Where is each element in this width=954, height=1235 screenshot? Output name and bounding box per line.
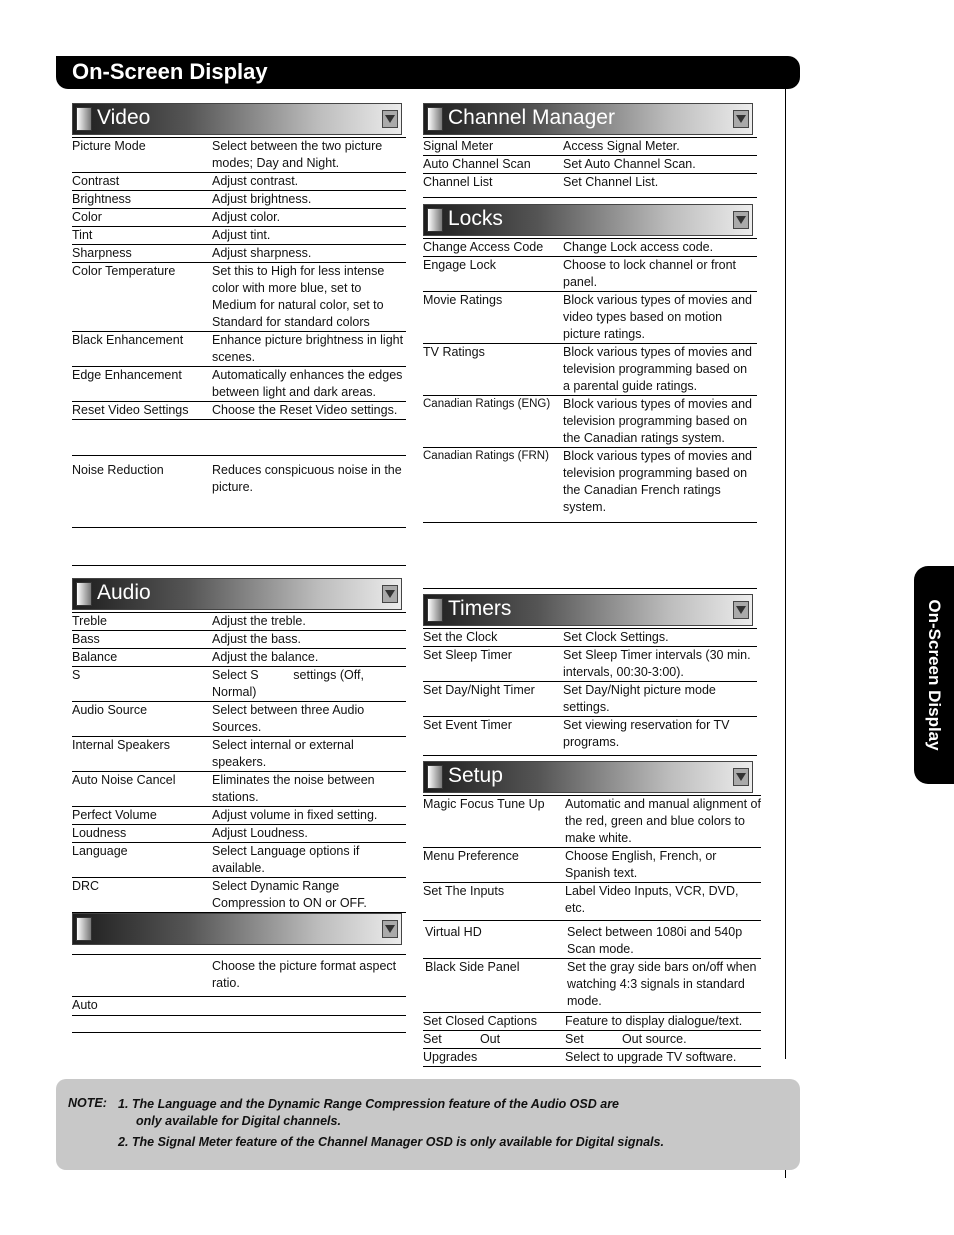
item-desc: Select to upgrade TV software. bbox=[565, 1050, 737, 1064]
item-name bbox=[72, 528, 212, 566]
item-name: Language bbox=[72, 844, 128, 858]
table-row bbox=[423, 848, 761, 883]
setup-header[interactable] bbox=[423, 761, 753, 793]
item-desc: Reduces conspicuous noise in the picture. bbox=[212, 463, 402, 494]
timers-section bbox=[423, 588, 757, 756]
item-name: S bbox=[72, 668, 81, 682]
item-desc: Set Sleep Timer intervals (30 min. intervals, 00:30-3:00). bbox=[563, 648, 751, 679]
item-name: Black Side Panel bbox=[425, 960, 520, 974]
item-name: Bass bbox=[72, 632, 100, 646]
item-desc: Adjust color. bbox=[212, 210, 281, 224]
item-name bbox=[72, 420, 212, 456]
square-icon bbox=[427, 598, 443, 622]
item-desc: Choose the picture format aspect ratio. bbox=[212, 959, 397, 990]
item-desc: Automatically enhances the edges between light and dark areas. bbox=[212, 368, 403, 399]
table-row bbox=[72, 997, 406, 1016]
item-name: Tint bbox=[72, 228, 93, 242]
table-row bbox=[72, 209, 406, 227]
chevron-down-icon[interactable] bbox=[733, 110, 749, 128]
side-tab-label: On-Screen Display bbox=[925, 599, 944, 751]
item-name bbox=[72, 1016, 212, 1033]
table-row bbox=[72, 843, 406, 878]
item-name: Sharpness bbox=[72, 246, 132, 260]
vertical-rule bbox=[785, 89, 786, 1059]
item-desc: Choose English, French, or Spanish text. bbox=[565, 849, 717, 880]
item-desc: Label Video Inputs, VCR, DVD, etc. bbox=[565, 884, 739, 915]
audio-table bbox=[72, 613, 406, 913]
item-name: Set The Inputs bbox=[423, 884, 505, 898]
item-desc: Select Language options if available. bbox=[212, 844, 360, 875]
timers-title: Timers bbox=[448, 597, 512, 620]
item-name: Black Enhancement bbox=[72, 333, 184, 347]
table-row bbox=[423, 1049, 761, 1067]
table-row bbox=[72, 173, 406, 191]
video-title: Video bbox=[97, 106, 151, 129]
video-section bbox=[72, 103, 406, 566]
table-row bbox=[72, 191, 406, 209]
setup-table bbox=[423, 796, 761, 1067]
square-icon bbox=[76, 582, 92, 606]
item-name: Set Day/Night Timer bbox=[423, 683, 535, 697]
table-row bbox=[72, 332, 406, 367]
setup-title: Setup bbox=[448, 764, 503, 787]
table-row bbox=[423, 344, 757, 396]
item-desc: Set this to High for less intense color with more blue, set to Medium for natural color, set to Standard for standard colors bbox=[212, 264, 385, 329]
table-row bbox=[423, 717, 757, 756]
item-name bbox=[72, 958, 212, 997]
table-row bbox=[72, 878, 406, 913]
item-desc: Set Day/Night picture mode settings. bbox=[563, 683, 716, 714]
item-desc: Select S settings (Off, Normal) bbox=[212, 668, 399, 699]
table-row bbox=[72, 772, 406, 807]
item-desc: Adjust the treble. bbox=[212, 614, 306, 628]
item-desc: Set the gray side bars on/off when watching 4:3 signals in standard mode. bbox=[567, 960, 757, 1008]
item-name: Auto Channel Scan bbox=[423, 157, 531, 171]
page-title: On-Screen Display bbox=[72, 59, 268, 84]
note-item-1 bbox=[118, 1096, 619, 1130]
channel-manager-section bbox=[423, 103, 757, 198]
item-desc: Set viewing reservation for TV programs. bbox=[563, 718, 730, 749]
table-row bbox=[423, 257, 757, 292]
item-desc: Set Channel List. bbox=[563, 175, 659, 189]
table-row bbox=[72, 1016, 406, 1033]
table-row bbox=[423, 629, 757, 647]
item-name: Reset Video Settings bbox=[72, 403, 189, 417]
item-desc: Block various types of movies and television programming based on the Canadian French ratings system. bbox=[563, 449, 752, 514]
table-row bbox=[72, 420, 406, 456]
item-desc: Block various types of movies and television programming based on a parental guide ratings. bbox=[563, 345, 752, 393]
item-desc: Adjust Loudness. bbox=[212, 826, 308, 840]
item-desc: Select internal or external speakers. bbox=[212, 738, 354, 769]
item-name: Virtual HD bbox=[425, 925, 482, 939]
table-row bbox=[72, 807, 406, 825]
square-icon bbox=[76, 917, 92, 941]
note-box bbox=[56, 1079, 800, 1170]
note-label: NOTE: bbox=[68, 1096, 107, 1110]
item-desc: Adjust volume in fixed setting. bbox=[212, 808, 378, 822]
item-desc: Choose the Reset Video settings. bbox=[212, 403, 398, 417]
table-row bbox=[423, 138, 757, 156]
item-desc bbox=[212, 420, 406, 456]
table-row bbox=[423, 883, 761, 921]
item-name: Upgrades bbox=[423, 1050, 478, 1064]
timers-table bbox=[423, 629, 757, 756]
item-desc: Block various types of movies and video types based on motion picture ratings. bbox=[563, 293, 752, 341]
channel-manager-title: Channel Manager bbox=[448, 106, 615, 129]
table-row bbox=[423, 448, 757, 523]
table-row bbox=[423, 156, 757, 174]
item-desc: Automatic and manual alignment of the red, green and blue colors to make white. bbox=[565, 797, 761, 845]
item-name: Set Event Timer bbox=[423, 718, 512, 732]
table-row bbox=[72, 456, 406, 528]
item-name: Loudness bbox=[72, 826, 127, 840]
item-name: Channel List bbox=[423, 175, 493, 189]
chevron-down-icon[interactable] bbox=[733, 601, 749, 619]
table-row bbox=[423, 682, 757, 717]
item-desc: Select Dynamic Range Compression to ON or OFF. bbox=[212, 879, 367, 910]
chevron-down-icon[interactable] bbox=[733, 768, 749, 786]
item-name: Color bbox=[72, 210, 102, 224]
item-name: Picture Mode bbox=[72, 139, 146, 153]
table-row bbox=[72, 631, 406, 649]
item-name: Set Out bbox=[423, 1032, 501, 1046]
item-desc: Access Signal Meter. bbox=[563, 139, 680, 153]
item-name: Noise Reduction bbox=[72, 463, 164, 477]
note-item-2: 2. The Signal Meter feature of the Channel Manager OSD is only available for Digital signals. bbox=[118, 1135, 664, 1149]
item-name: TV Ratings bbox=[423, 345, 485, 359]
locks-table bbox=[423, 239, 757, 523]
item-desc: Adjust brightness. bbox=[212, 192, 312, 206]
item-desc: Set Clock Settings. bbox=[563, 630, 669, 644]
square-icon bbox=[427, 107, 443, 131]
item-desc: Choose to lock channel or front panel. bbox=[563, 258, 737, 289]
table-row bbox=[72, 737, 406, 772]
header-rule bbox=[72, 954, 406, 955]
note-item-1-cont: only available for Digital channels. bbox=[136, 1114, 341, 1128]
item-name: Menu Preference bbox=[423, 849, 519, 863]
table-row bbox=[423, 647, 757, 682]
item-name: Auto Noise Cancel bbox=[72, 773, 176, 787]
item-desc: Adjust tint. bbox=[212, 228, 271, 242]
item-desc: Select between three Audio Sources. bbox=[212, 703, 365, 734]
item-desc bbox=[212, 997, 406, 1016]
item-desc: Select between 1080i and 540p Scan mode. bbox=[567, 925, 743, 956]
aspect-header[interactable] bbox=[72, 913, 402, 945]
side-tab bbox=[914, 566, 954, 784]
timers-header[interactable] bbox=[423, 594, 753, 626]
separator-rule bbox=[423, 588, 757, 589]
square-icon bbox=[427, 765, 443, 789]
table-row bbox=[423, 174, 757, 198]
video-table bbox=[72, 138, 406, 566]
table-row bbox=[72, 263, 406, 332]
item-desc: Set Auto Channel Scan. bbox=[563, 157, 696, 171]
table-row bbox=[423, 396, 757, 448]
table-row bbox=[423, 921, 761, 959]
table-row bbox=[72, 958, 406, 997]
table-row bbox=[72, 367, 406, 402]
item-name: Internal Speakers bbox=[72, 738, 170, 752]
item-desc: Enhance picture brightness in light scenes. bbox=[212, 333, 404, 364]
item-name: Auto bbox=[72, 998, 98, 1012]
channel-manager-table bbox=[423, 138, 757, 198]
aspect-table bbox=[72, 958, 406, 1033]
item-name: Set the Clock bbox=[423, 630, 498, 644]
item-name: Perfect Volume bbox=[72, 808, 157, 822]
table-row bbox=[72, 402, 406, 420]
note-item-1-line: 1. The Language and the Dynamic Range Compression feature of the Audio OSD are bbox=[118, 1097, 620, 1111]
locks-header[interactable] bbox=[423, 204, 753, 236]
table-row bbox=[72, 613, 406, 631]
aspect-section bbox=[72, 913, 406, 1033]
item-desc bbox=[212, 1016, 406, 1033]
item-desc: Adjust the bass. bbox=[212, 632, 301, 646]
table-row bbox=[423, 239, 757, 257]
table-row bbox=[423, 1031, 761, 1049]
item-name: Movie Ratings bbox=[423, 293, 503, 307]
chevron-down-icon[interactable] bbox=[382, 585, 398, 603]
table-row bbox=[72, 245, 406, 263]
item-name: Set Sleep Timer bbox=[423, 648, 512, 662]
item-desc: Change Lock access code. bbox=[563, 240, 714, 254]
audio-title: Audio bbox=[97, 581, 151, 604]
item-name: Audio Source bbox=[72, 703, 148, 717]
item-name: Treble bbox=[72, 614, 107, 628]
item-name: Change Access Code bbox=[423, 240, 544, 254]
square-icon bbox=[427, 208, 443, 232]
item-desc: Select between the two picture modes; Day and Night. bbox=[212, 139, 383, 170]
chevron-down-icon[interactable] bbox=[733, 211, 749, 229]
item-desc: Adjust sharpness. bbox=[212, 246, 312, 260]
item-name: DRC bbox=[72, 879, 100, 893]
item-name: Set Closed Captions bbox=[423, 1014, 537, 1028]
item-desc bbox=[212, 528, 406, 566]
item-name: Canadian Ratings (ENG) bbox=[423, 398, 551, 410]
item-name: Brightness bbox=[72, 192, 132, 206]
item-name: Engage Lock bbox=[423, 258, 496, 272]
table-row bbox=[72, 138, 406, 173]
chevron-down-icon[interactable] bbox=[382, 110, 398, 128]
item-desc: Adjust the balance. bbox=[212, 650, 319, 664]
video-header[interactable] bbox=[72, 103, 402, 135]
chevron-down-icon[interactable] bbox=[382, 920, 398, 938]
item-name: Magic Focus Tune Up bbox=[423, 797, 545, 811]
table-row bbox=[72, 667, 406, 702]
item-name: Color Temperature bbox=[72, 264, 176, 278]
item-desc: Feature to display dialogue/text. bbox=[565, 1014, 743, 1028]
square-icon bbox=[76, 107, 92, 131]
item-name: Canadian Ratings (FRN) bbox=[423, 450, 549, 462]
channel-manager-header[interactable] bbox=[423, 103, 753, 135]
item-name: Balance bbox=[72, 650, 118, 664]
audio-header[interactable] bbox=[72, 578, 402, 610]
table-row bbox=[423, 959, 761, 1013]
item-name: Signal Meter bbox=[423, 139, 494, 153]
table-row bbox=[72, 702, 406, 737]
table-row bbox=[423, 1013, 761, 1031]
table-row bbox=[423, 292, 757, 344]
setup-section bbox=[423, 761, 761, 1067]
audio-section bbox=[72, 578, 406, 913]
item-name: Edge Enhancement bbox=[72, 368, 182, 382]
item-desc: Eliminates the noise between stations. bbox=[212, 773, 375, 804]
table-row bbox=[72, 528, 406, 566]
table-row bbox=[423, 796, 761, 848]
page-header bbox=[56, 56, 800, 89]
table-row bbox=[72, 227, 406, 245]
table-row bbox=[72, 649, 406, 667]
table-row bbox=[72, 825, 406, 843]
item-desc: Adjust contrast. bbox=[212, 174, 299, 188]
item-name: Contrast bbox=[72, 174, 120, 188]
locks-title: Locks bbox=[448, 207, 503, 230]
item-desc: Block various types of movies and television programming based on the Canadian ratings system. bbox=[563, 397, 752, 445]
locks-section bbox=[423, 204, 757, 523]
item-desc: Set Out source. bbox=[565, 1032, 687, 1046]
